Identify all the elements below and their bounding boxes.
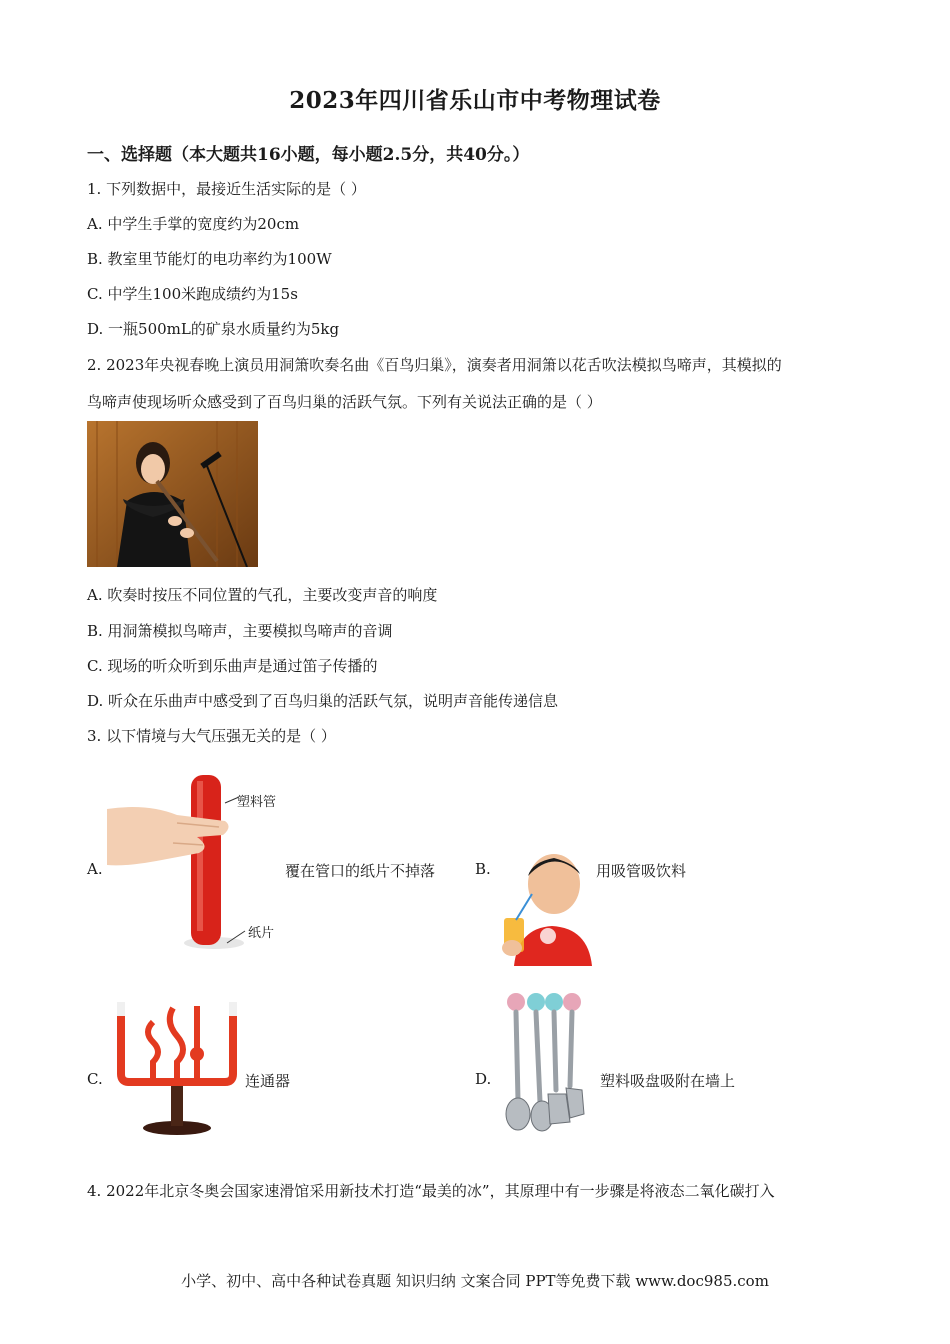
q1-option-c: C. 中学生100米跑成绩约为15s bbox=[87, 285, 298, 303]
paper-label: 纸片 bbox=[248, 926, 275, 941]
q2-option-a: A. 吹奏时按压不同位置的气孔，主要改变声音的响度 bbox=[87, 586, 438, 604]
section-heading: 一、选择题（本大题共16小题，每小题2.5分，共40分。） bbox=[87, 145, 530, 165]
connected-vessels-photo bbox=[113, 1002, 241, 1138]
q3-stem: 3. 以下情境与大气压强无关的是（ ） bbox=[87, 727, 336, 745]
q3-option-d-caption: 塑料吸盘吸附在墙上 bbox=[600, 1072, 736, 1090]
q2-stem-line2: 鸟啼声使现场听众感受到了百鸟归巢的活跃气氛。下列有关说法正确的是（ ） bbox=[87, 393, 602, 411]
q1-option-a: A. 中学生手掌的宽度约为20cm bbox=[87, 215, 300, 233]
q3-option-a-caption: 覆在管口的纸片不掉落 bbox=[285, 862, 436, 880]
q3-option-b-caption: 用吸管吸饮料 bbox=[596, 862, 687, 880]
q1-option-b: B. 教室里节能灯的电功率约为100W bbox=[87, 250, 332, 268]
page-footer: 小学、初中、高中各种试卷真题 知识归纳 文案合同 PPT等免费下载 www.doc985.com bbox=[181, 1272, 769, 1290]
q3-option-c-caption: 连通器 bbox=[245, 1072, 291, 1090]
q2-option-b: B. 用洞箫模拟鸟啼声，主要模拟鸟啼声的音调 bbox=[87, 622, 393, 640]
q2-option-c: C. 现场的听众听到乐曲声是通过笛子传播的 bbox=[87, 657, 378, 675]
page-title: 2023年四川省乐山市中考物理试卷 bbox=[289, 87, 661, 114]
q2-option-d: D. 听众在乐曲声中感受到了百鸟归巢的活跃气氛，说明声音能传递信息 bbox=[87, 692, 559, 710]
tube-label: 塑料管 bbox=[237, 795, 277, 810]
q3-option-a-letter: A. bbox=[87, 860, 103, 878]
q2-stem-line1: 2. 2023年央视春晚上演员用洞箫吹奏名曲《百鸟归巢》，演奏者用洞箫以花舌吹法模拟鸟啼声，其模拟的 bbox=[87, 356, 782, 374]
q1-option-d: D. 一瓶500mL的矿泉水质量约为5kg bbox=[87, 320, 340, 338]
flute-performer-photo bbox=[87, 421, 258, 567]
q1-stem: 1. 下列数据中，最接近生活实际的是（ ） bbox=[87, 180, 366, 198]
q3-option-d-letter: D. bbox=[475, 1070, 492, 1088]
q3-option-b-letter: B. bbox=[475, 860, 491, 878]
boy-straw-photo bbox=[496, 850, 594, 966]
q4-stem: 4. 2022年北京冬奥会国家速滑馆采用新技术打造“最美的冰”，其原理中有一步骤是将液态二氧化碳打入 bbox=[87, 1182, 775, 1200]
q3-option-c-letter: C. bbox=[87, 1070, 103, 1088]
suction-cup-utensils-photo bbox=[500, 990, 592, 1136]
